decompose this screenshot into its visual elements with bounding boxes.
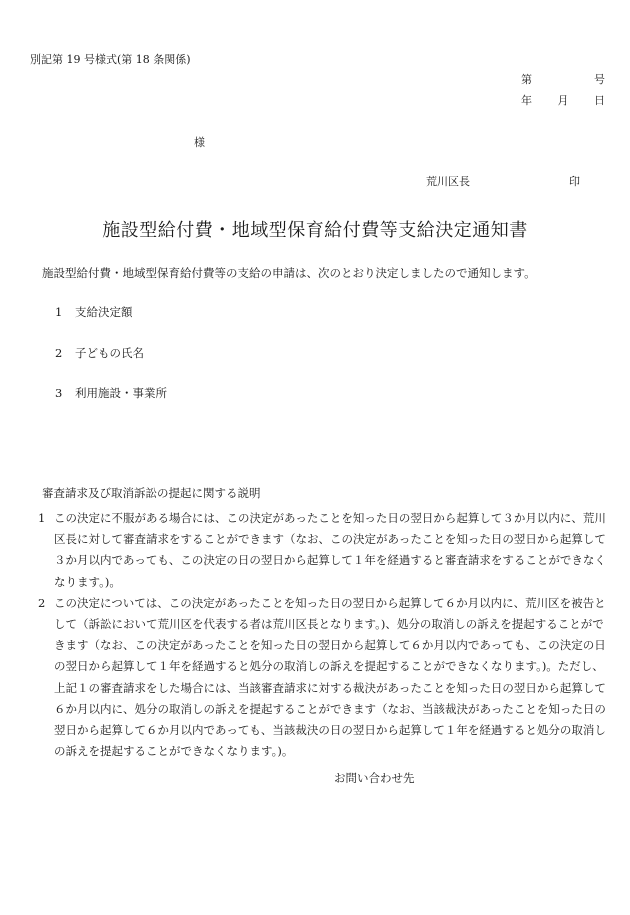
point-number: 2 bbox=[38, 595, 46, 610]
item-label: 利用施設・事業所 bbox=[75, 386, 167, 400]
point-number: 1 bbox=[38, 511, 46, 525]
issue-date bbox=[521, 95, 605, 106]
explanation-point bbox=[38, 508, 608, 593]
explanation-list bbox=[38, 508, 608, 762]
item-label: 子どもの氏名 bbox=[75, 346, 144, 360]
date-day: 日 bbox=[594, 94, 605, 107]
item-number: 1 bbox=[55, 305, 63, 319]
item-payment-amount bbox=[55, 307, 133, 319]
contact-label: お問い合わせ先 bbox=[334, 771, 415, 785]
item-child-name bbox=[55, 348, 144, 360]
document-title: 施設型給付費・地域型保育給付費等支給決定通知書 bbox=[102, 220, 528, 241]
document-number bbox=[521, 74, 605, 85]
point-text: この決定については、この決定があったことを知った日の翌日から起算して６か月以内に、荒川区を被告として（訴訟において荒川区を代表する者は荒川区長となります。)、処分の取消しの訴えを提起することができます（なお、この決定があったことを知った日の翌日から起算して６か月以内であっても、この決定の日の翌日から起算して１年を経過すると処分の取消しの訴えを提起することができなくなります。)。ただし、上記１の審査請求をした場合には、当該審査請求に対する裁決があったことを知った日の翌日から起算して６か月以内に、処分の取消しの訴えを提起することができます（なお、当該裁決があったことを知った日の翌日から起算して６か月以内であっても、当該裁決の日の翌日から起算して１年を経過すると処分の取消しの訴えを提起することができなくなります。)。 bbox=[54, 595, 606, 759]
number-prefix: 第 bbox=[521, 73, 532, 86]
item-number: 2 bbox=[55, 346, 63, 360]
item-facility bbox=[55, 388, 167, 400]
point-text: この決定に不服がある場合には、この決定があったことを知った日の翌日から起算して３か月以内に、荒川区長に対して審査請求をすることができます（なお、この決定があったことを知った日の翌日から起算して３か月以内であっても、この決定の日の翌日から起算して１年を経過すると審査請求をすることができなくなります。)。 bbox=[54, 511, 606, 589]
number-suffix: 号 bbox=[594, 73, 605, 86]
item-label: 支給決定額 bbox=[75, 305, 133, 319]
recipient-honorific: 様 bbox=[194, 136, 205, 149]
date-month: 月 bbox=[557, 94, 569, 107]
seal-mark: 印 bbox=[569, 175, 580, 188]
form-reference: 別記第 19 号様式(第 18 条関係) bbox=[30, 53, 191, 66]
explanation-heading: 審査請求及び取消訴訟の提起に関する説明 bbox=[42, 486, 261, 500]
issuer-name: 荒川区長 bbox=[426, 175, 470, 188]
item-number: 3 bbox=[55, 386, 63, 400]
intro-text: 施設型給付費・地域型保育給付費等の支給の申請は、次のとおり決定しましたので通知します。 bbox=[42, 266, 536, 280]
date-year: 年 bbox=[521, 94, 532, 107]
explanation-point bbox=[38, 593, 608, 763]
